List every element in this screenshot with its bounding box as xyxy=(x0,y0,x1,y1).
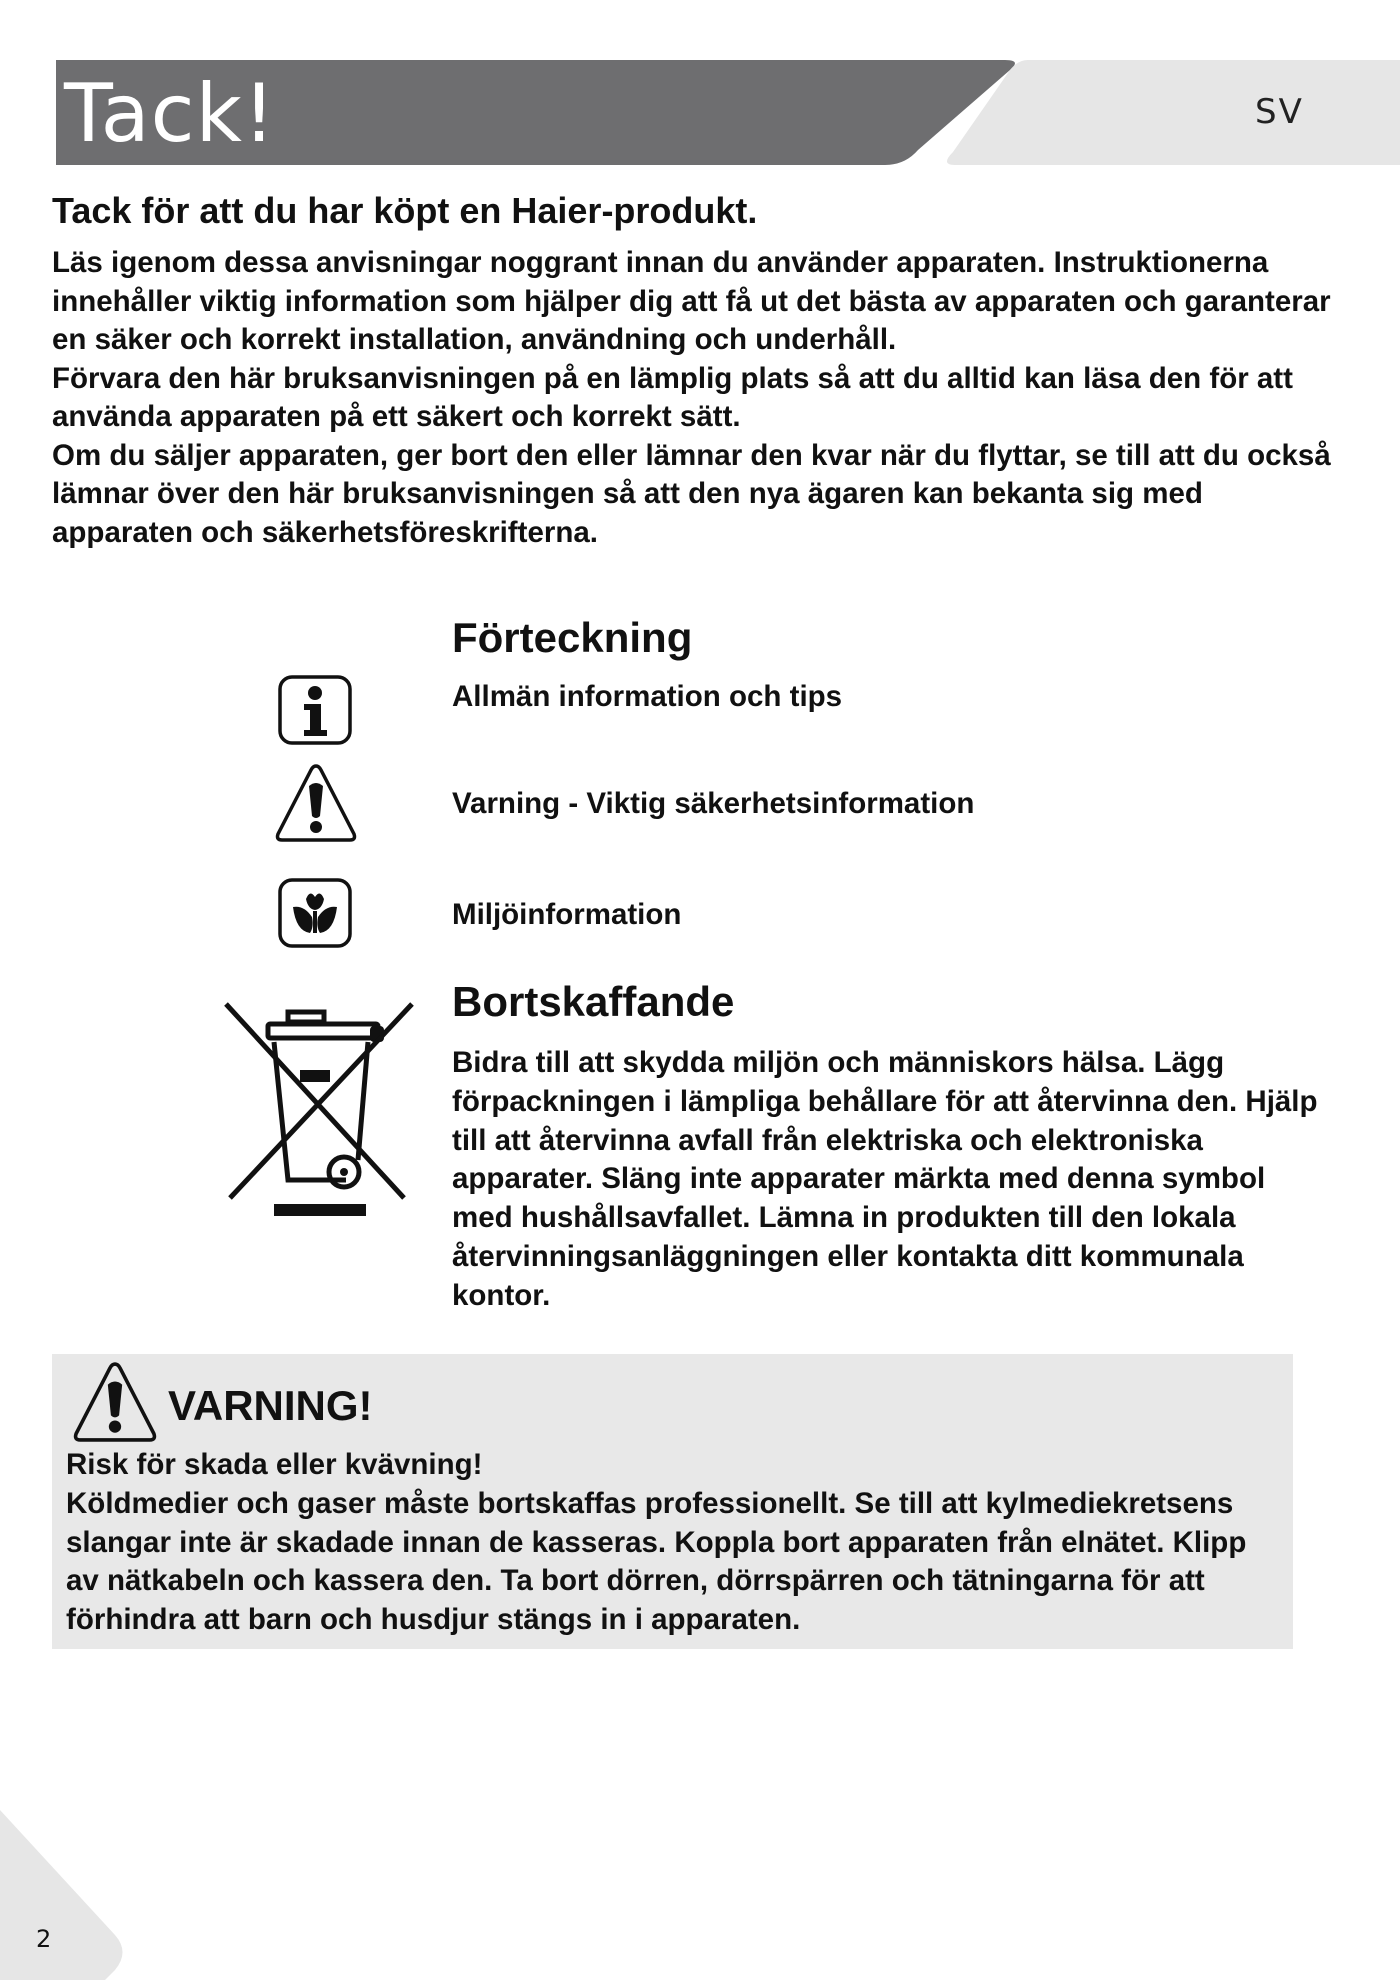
disposal-title: Bortskaffande xyxy=(452,978,735,1025)
legend-item-label: Allmän information och tips xyxy=(452,680,843,713)
page-corner-tab xyxy=(0,1810,130,1980)
environment-icon xyxy=(276,877,356,949)
warning-line: Risk för skada eller kvävning! xyxy=(66,1448,483,1481)
page-number: 2 xyxy=(36,1925,52,1953)
language-code: SV xyxy=(1255,92,1304,132)
legend-title: Förteckning xyxy=(452,614,693,661)
disposal-text: Bidra till att skydda miljön och människors hälsa. Lägg förpackningen i lämpliga behållare för att återvinna den. Hjälp till att återvinna avfall från elektriska och elektroniska apparater. Släng inte apparater märkta med denna symbol med hushållsavfallet. Lämna in produkten till den lokala återvinningsanläggningen eller kontakta ditt kommunala kontor. xyxy=(452,1046,1318,1312)
intro-section xyxy=(52,190,1352,552)
intro-paragraph: Förvara den här bruksanvisningen på en lämplig plats så att du alltid kan läsa den för att använda apparaten på ett säkert och korrekt sätt. xyxy=(52,361,1293,433)
legend-item-label: Varning - Viktig säkerhetsinformation xyxy=(452,787,975,820)
warning-box xyxy=(52,1354,1293,1649)
info-icon xyxy=(276,674,356,746)
intro-paragraph: Om du säljer apparaten, ger bort den eller lämnar den kvar när du flyttar, se till att du också lämnar över den här bruksanvisningen så att den nya ägaren kan bekanta sig med apparaten och säkerhetsföreskrifterna. xyxy=(52,438,1331,549)
warning-triangle-icon xyxy=(70,1360,160,1444)
warning-triangle-icon xyxy=(274,762,358,844)
intro-heading: Tack för att du har köpt en Haier-produkt. xyxy=(52,190,758,231)
warning-title: VARNING! xyxy=(168,1382,373,1429)
crossed-out-bin-icon xyxy=(218,1000,418,1220)
legend-item-label: Miljöinformation xyxy=(452,898,682,931)
intro-paragraph: Läs igenom dessa anvisningar noggrant innan du använder apparaten. Instruktionerna innehåller viktig information som hjälper dig att få ut det bästa av apparaten och garanterar en säker och korrekt installation, användning och underhåll. xyxy=(52,246,1331,356)
warning-line: Köldmedier och gaser måste bortskaffas professionellt. Se till att kylmediekretsens slangar inte är skadade innan de kasseras. Koppla bort apparaten från elnätet. Klipp av nätkabeln och kassera den. Ta bort dörren, dörrspärren och tätningarna för att förhindra att barn och husdjur stängs in i apparaten. xyxy=(66,1486,1247,1637)
language-tab xyxy=(947,60,1400,165)
page-title: Tack! xyxy=(64,67,277,160)
warning-body xyxy=(66,1446,1286,1640)
